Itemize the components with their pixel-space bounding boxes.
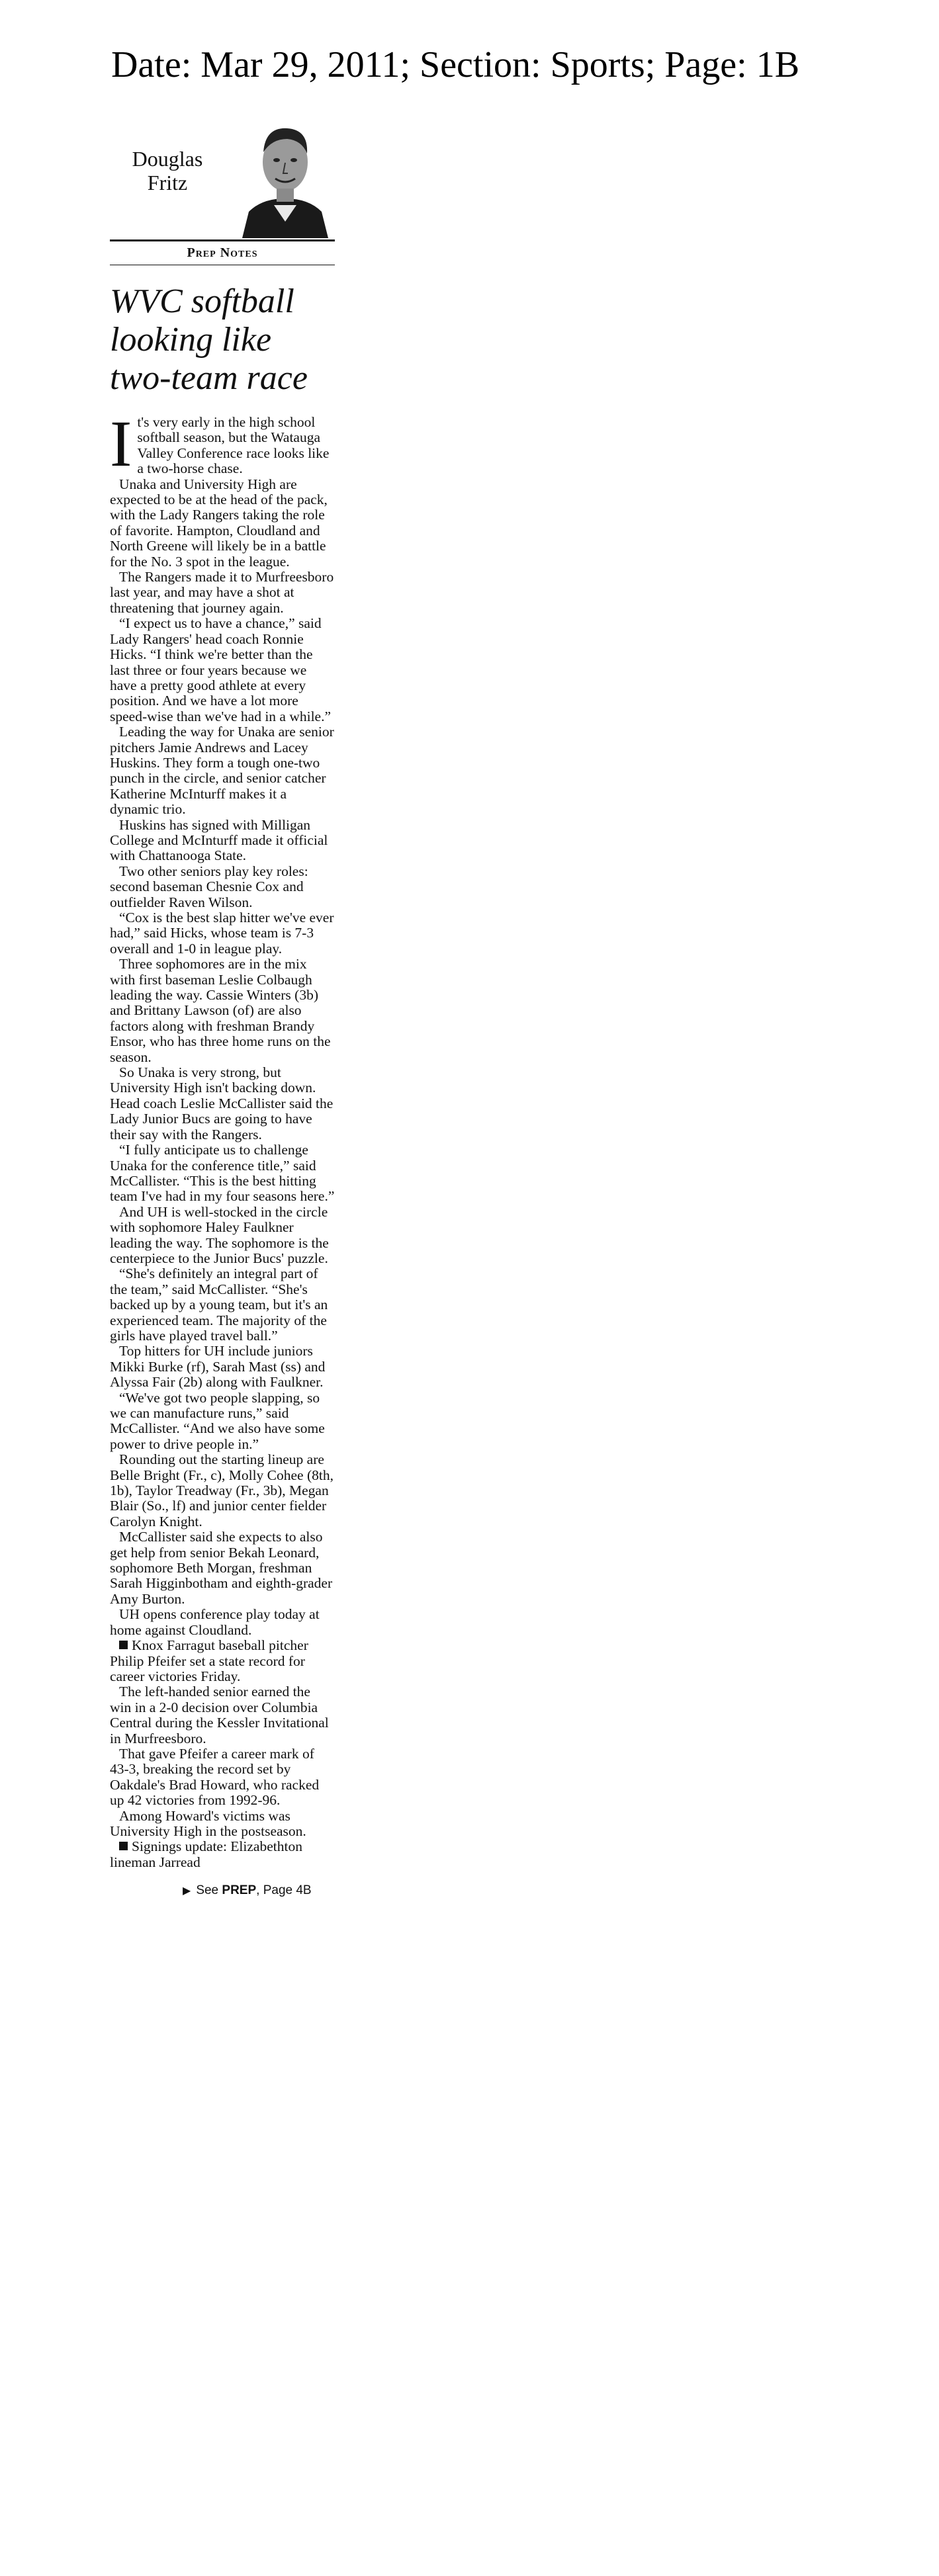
- paragraph: “She's definitely an integral part of the team,” said McCallister. “She's backed up by a young team, but it's an experienced team. The majority of the girls have played travel ball.”: [110, 1266, 328, 1344]
- headline: WVC softball looking like two-team race: [110, 282, 308, 397]
- note-text: Knox Farragut baseball pitcher Philip Pfeifer set a state record for career victories Friday.: [110, 1637, 308, 1684]
- article-column: [110, 106, 335, 1898]
- paragraph: That gave Pfeifer a career mark of 43-3, breaking the record set by Oakdale's Brad Howard, who racked up 42 victories from 1992-96.: [110, 1745, 320, 1809]
- lead-text: t's very early in the high school softball season, but the Watauga Valley Conference race looks like a two-horse chase.: [137, 414, 330, 477]
- column-kicker: Prep Notes: [187, 245, 258, 260]
- jump-prefix: See: [196, 1883, 219, 1898]
- page-header: Date: Mar 29, 2011; Section: Sports; Page: 1B: [111, 44, 800, 85]
- paragraph: Unaka and University High are expected to be at the head of the pack, with the Lady Rangers taking the role of favorite. Hampton, Cloudland and North Greene will likely be in a battle for the No. 3 spot in the league.: [110, 476, 328, 570]
- paragraph: “I fully anticipate us to challenge Unaka for the conference title,” said McCallister. “This is the best hitting team I've had in my four seasons here.”: [110, 1142, 335, 1205]
- note-text: Signings update: Elizabethton lineman Jarread: [110, 1838, 302, 1870]
- square-bullet-icon: [119, 1641, 128, 1649]
- paragraph: Top hitters for UH include juniors Mikki Burke (rf), Sarah Mast (ss) and Alyssa Fair (2b) along with Faulkner.: [110, 1343, 326, 1391]
- paragraph: And UH is well-stocked in the circle with sophomore Haley Faulkner leading the way. The sophomore is the centerpiece to the Junior Bucs' puzzle.: [110, 1203, 329, 1266]
- triangle-right-icon: ▶: [183, 1885, 191, 1897]
- paragraph: Three sophomores are in the mix with first baseman Leslie Colbaugh leading the way. Cassie Winters (3b) and Brittany Lawson (of) are also factors along with freshman Brandy Ensor, who has three home runs on the season.: [110, 956, 331, 1065]
- paragraph: The Rangers made it to Murfreesboro last year, and may have a shot at threatening that journey again.: [110, 569, 334, 616]
- paragraph: Among Howard's victims was University High in the postseason.: [110, 1807, 306, 1839]
- square-bullet-icon: [119, 1842, 128, 1850]
- paragraph: Rounding out the starting lineup are Belle Bright (Fr., c), Molly Cohee (8th, 1b), Taylor Treadway (Fr., 3b), Megan Blair (So., lf) and junior center fielder Carolyn Knight.: [110, 1451, 334, 1529]
- paragraph: Huskins has signed with Milligan College and McInturff made it official with Chattanooga State.: [110, 816, 328, 864]
- paragraph: “Cox is the best slap hitter we've ever had,” said Hicks, whose team is 7-3 overall and 1-0 in league play.: [110, 910, 334, 957]
- paragraph: Leading the way for Unaka are senior pitchers Jamie Andrews and Lacey Huskins. They form a tough one-two punch in the circle, and senior catcher Katherine McInturff makes it a dynamic trio.: [110, 724, 334, 818]
- story-body: [110, 407, 335, 1870]
- byline-rule: [110, 239, 335, 241]
- paragraph: So Unaka is very strong, but University High isn't backing down. Head coach Leslie McCallister said the Lady Junior Bucs are going to have their say with the Rangers.: [110, 1064, 334, 1142]
- note-item: [110, 1839, 335, 1870]
- jump-line: [183, 1883, 335, 1898]
- paragraph: The left-handed senior earned the win in a 2-0 decision over Columbia Central during the Kessler Invitational in Murfreesboro.: [110, 1684, 329, 1746]
- jump-word: PREP: [222, 1883, 257, 1898]
- paragraph: Two other seniors play key roles: second baseman Chesnie Cox and outfielder Raven Wilson.: [110, 863, 308, 910]
- columnist-photo: [236, 106, 335, 238]
- paragraph: “I expect us to have a chance,” said Lady Rangers' head coach Ronnie Hicks. “I think we're better than the last three or four years because we have a pretty good athlete at every position. And we have a lot more speed-wise than we've had in a while.”: [110, 615, 332, 724]
- dropcap: I: [110, 407, 132, 480]
- jump-page: , Page 4B: [256, 1883, 312, 1898]
- paragraph: “We've got two people slapping, so we can manufacture runs,” said McCallister. “And we also have some power to drive people in.”: [110, 1389, 325, 1452]
- paragraph: UH opens conference play today at home against Cloudland.: [110, 1606, 320, 1638]
- note-item: [110, 1638, 335, 1684]
- byline: [110, 106, 335, 238]
- paragraph: McCallister said she expects to also get help from senior Bekah Leonard, sophomore Beth Morgan, freshman Sarah Higginbotham and eighth-grader Amy Burton.: [110, 1529, 333, 1607]
- lead-paragraph: [110, 407, 335, 480]
- byline-name: Douglas Fritz: [132, 147, 203, 194]
